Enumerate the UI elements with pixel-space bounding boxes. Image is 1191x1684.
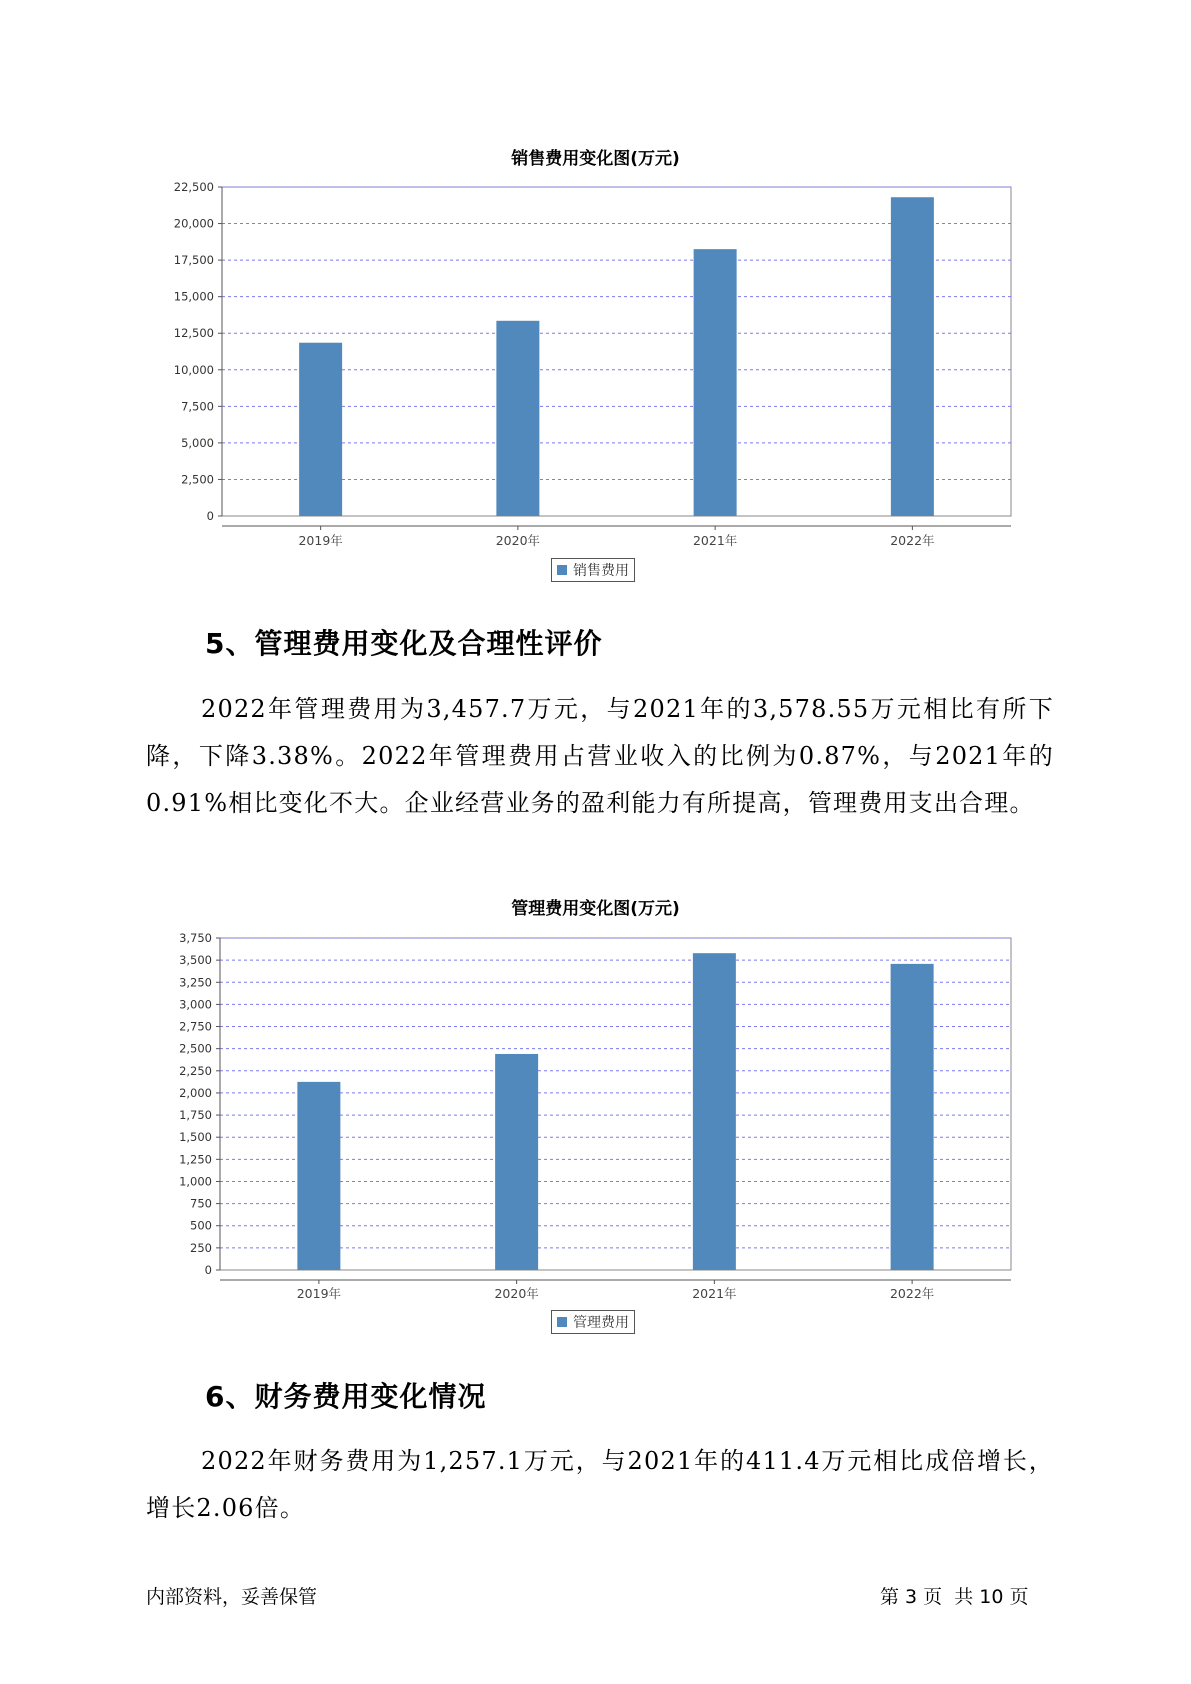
y-tick-label: 1,500	[179, 1130, 212, 1145]
legend-swatch	[557, 1317, 567, 1327]
x-category-label: 2022年	[889, 1286, 935, 1301]
chart2-legend-label: 管理费用	[573, 1315, 629, 1331]
y-tick-label: 3,000	[179, 997, 212, 1012]
y-tick-label: 500	[190, 1218, 212, 1233]
chart2-legend	[551, 1310, 635, 1334]
y-tick-label: 750	[190, 1196, 212, 1211]
y-tick-label: 0	[204, 1263, 212, 1277]
y-tick-label: 2,500	[181, 472, 214, 487]
section5-heading: 5、管理费用变化及合理性评价	[205, 627, 603, 660]
y-tick-label: 3,500	[179, 953, 212, 968]
y-tick-label: 1,250	[179, 1152, 212, 1167]
y-tick-label: 10,000	[173, 362, 214, 377]
bar	[495, 1054, 538, 1270]
chart2-title: 管理费用变化图(万元)	[511, 899, 680, 919]
bar	[297, 1082, 340, 1270]
x-category-label: 2021年	[692, 1286, 737, 1301]
x-category-label: 2019年	[298, 533, 343, 548]
bar	[693, 953, 736, 1270]
y-tick-label: 1,750	[179, 1108, 212, 1123]
bar	[891, 964, 934, 1270]
x-category-label: 2020年	[494, 1286, 539, 1301]
y-tick-label: 2,250	[179, 1063, 212, 1078]
y-tick-label: 3,250	[179, 975, 212, 990]
y-tick-label: 2,500	[179, 1041, 212, 1056]
y-tick-label: 15,000	[173, 289, 214, 304]
y-tick-label: 5,000	[181, 435, 214, 450]
y-tick-label: 20,000	[173, 216, 214, 231]
x-category-label: 2022年	[890, 533, 935, 548]
y-tick-label: 2,750	[179, 1019, 212, 1034]
x-category-label: 2021年	[692, 533, 738, 548]
y-tick-label: 22,500	[173, 180, 214, 194]
y-tick-label: 7,500	[181, 399, 214, 414]
y-tick-label: 3,750	[179, 931, 212, 945]
section6-heading: 6、财务费用变化情况	[205, 1380, 487, 1413]
footer-left: 内部资料，妥善保管	[146, 1586, 318, 1608]
y-tick-label: 2,000	[179, 1085, 212, 1100]
x-category-label: 2019年	[296, 1286, 342, 1301]
y-tick-label: 250	[190, 1240, 212, 1255]
chart1-title: 销售费用变化图(万元)	[511, 149, 680, 169]
y-tick-label: 0	[206, 509, 214, 523]
section5-paragraph: 2022年管理费用为3,457.7万元，与2021年的3,578.55万元相比有所下降，下降3.38%。2022年管理费用占营业收入的比例为0.87%，与2021年的0.91%相比变化不大。企业经营业务的盈利能力有所提高，管理费用支出合理。	[146, 695, 1054, 817]
footer-page-number: 第 3 页 共 10 页	[880, 1586, 1029, 1608]
y-tick-label: 17,500	[173, 253, 214, 268]
x-category-label: 2020年	[495, 533, 541, 548]
y-tick-label: 12,500	[173, 326, 214, 341]
chart1-legend-label: 销售费用	[573, 563, 629, 579]
section6-paragraph: 2022年财务费用为1,257.1万元，与2021年的411.4万元相比成倍增长，增长2.06倍。	[146, 1447, 1054, 1522]
y-tick-label: 1,000	[179, 1174, 212, 1189]
